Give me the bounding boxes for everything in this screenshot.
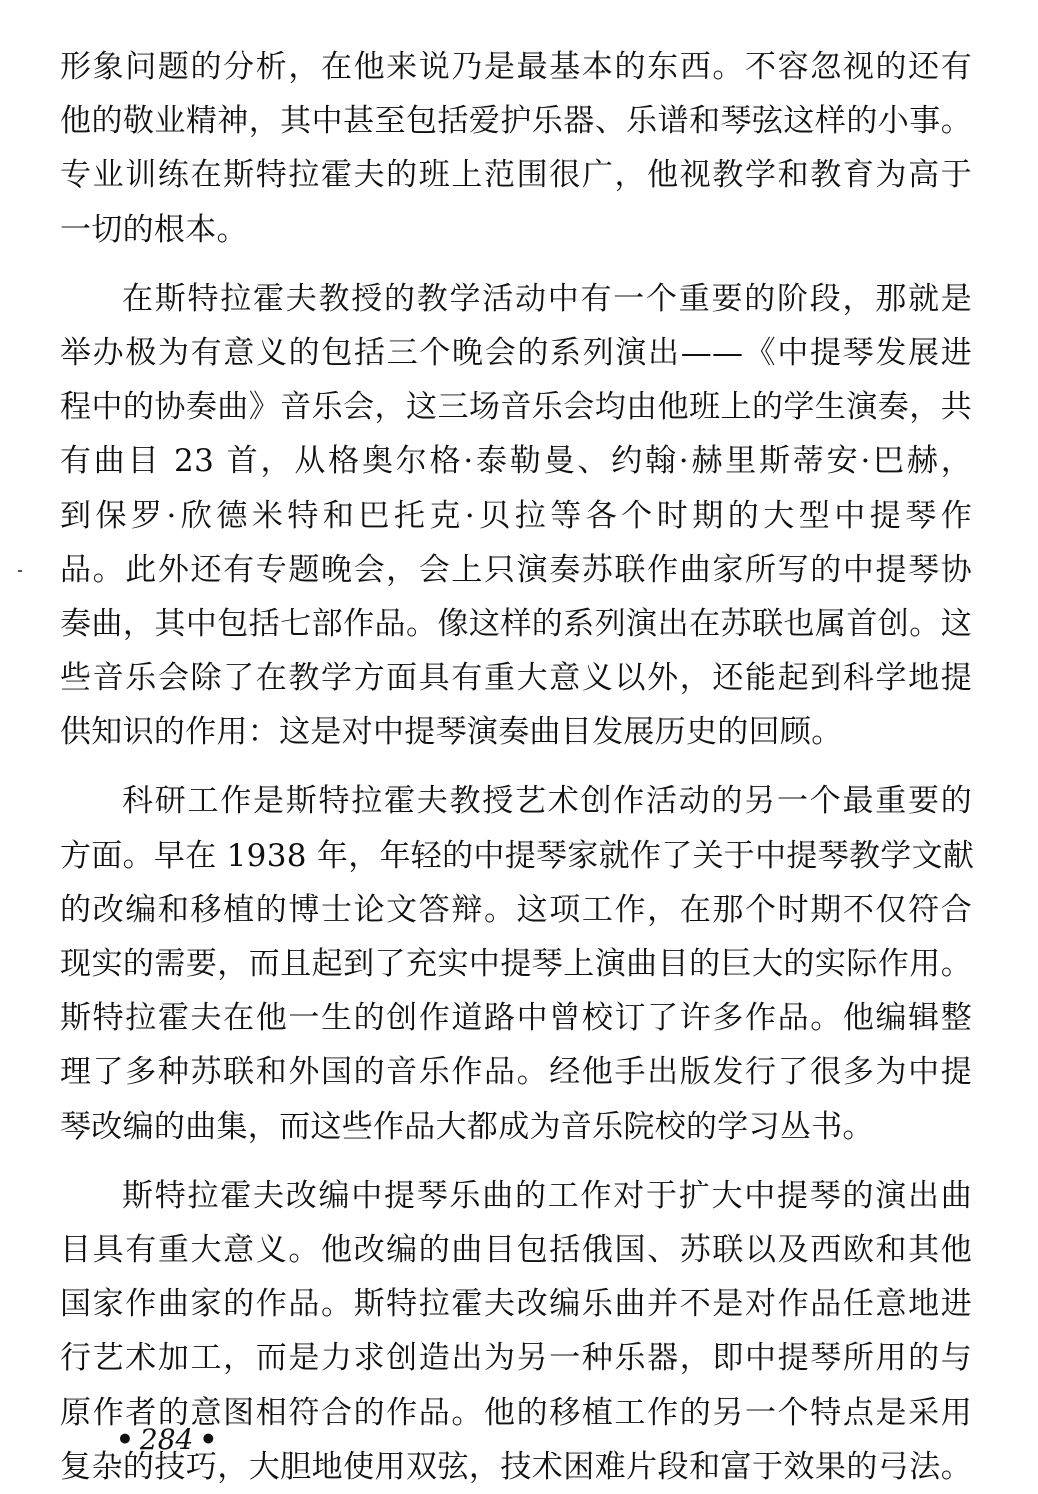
text-line: 些音乐会除了在教学方面具有重大意义以外，还能起到科学地提 (60, 660, 972, 697)
text-line: 举办极为有意义的包括三个晚会的系列演出——《中提琴发展进 (60, 334, 972, 371)
paragraph-first-line: 科研工作是斯特拉霍夫教授艺术创作活动的另一个最重要的 (122, 783, 972, 820)
page-number-value: 284 (139, 1423, 194, 1456)
text-line: 有曲目 23 首，从格奥尔格·泰勒曼、约翰·赫里斯蒂安·巴赫， (60, 443, 972, 480)
text-line: 方面。早在 1938 年，年轻的中提琴家就作了关于中提琴教学文献 (60, 837, 975, 874)
paragraph-gap (60, 759, 972, 774)
text-line: 理了多种苏联和外国的音乐作品。经他手出版发行了很多为中提 (60, 1054, 972, 1091)
body-text (60, 40, 975, 1494)
scan-speck (18, 570, 22, 572)
text-line: 他的敬业精神，其中甚至包括爱护乐器、乐谱和琴弦这样的小事。 (60, 103, 972, 140)
text-line: 复杂的技巧，大胆地使用双弦，技术困难片段和富于效果的弓法。 (60, 1448, 972, 1485)
text-line: 的改编和移植的博士论文答辩。这项工作，在那个时期不仅符合 (60, 891, 972, 928)
text-line: 国家作曲家的作品。斯特拉霍夫改编乐曲并不是对作品任意地进 (60, 1286, 972, 1323)
text-line: 程中的协奏曲》音乐会，这三场音乐会均由他班上的学生演奏，共 (60, 389, 972, 426)
text-line: 供知识的作用：这是对中提琴演奏曲目发展历史的回顾。 (60, 714, 843, 751)
text-line: 斯特拉霍夫在他一生的创作道路中曾校订了许多作品。他编辑整 (60, 1000, 972, 1037)
text-line: 琴改编的曲集，而这些作品大都成为音乐院校的学习丛书。 (60, 1108, 874, 1145)
text-line: 目具有重大意义。他改编的曲目包括俄国、苏联以及西欧和其他 (60, 1231, 972, 1268)
paragraph-first-line: 在斯特拉霍夫教授的教学活动中有一个重要的阶段，那就是 (122, 280, 972, 317)
text-line: 到保罗·欣德米特和巴托克·贝拉等各个时期的大型中提琴作 (60, 497, 972, 534)
text-line: 现实的需要，而且起到了充实中提琴上演曲目的巨大的实际作用。 (60, 946, 972, 982)
text-line: 奏曲，其中包括七部作品。像这样的系列演出在苏联也属首创。这 (60, 605, 972, 642)
page-number-dot-right: • (199, 1423, 218, 1456)
paragraph-first-line: 斯特拉霍夫改编中提琴乐曲的工作对于扩大中提琴的演出曲 (122, 1177, 972, 1214)
paragraph-gap (60, 1154, 972, 1169)
page-number (110, 1424, 223, 1456)
text-line: 一切的根本。 (60, 211, 248, 248)
text-line: 原作者的意图相符合的作品。他的移植工作的另一个特点是采用 (60, 1394, 972, 1431)
text-line: 行艺术加工，而是力求创造出为另一种乐器，即中提琴所用的与 (60, 1340, 972, 1377)
text-line: 专业训练在斯特拉霍夫的班上范围很广，他视教学和教育为高于 (60, 157, 972, 194)
text-line: 形象问题的分析，在他来说乃是最基本的东西。不容忽视的还有 (60, 49, 972, 85)
paragraph-gap (60, 257, 972, 272)
page-number-dot-left: • (116, 1423, 134, 1456)
text-line: 品。此外还有专题晚会，会上只演奏苏联作曲家所写的中提琴协 (60, 551, 972, 588)
